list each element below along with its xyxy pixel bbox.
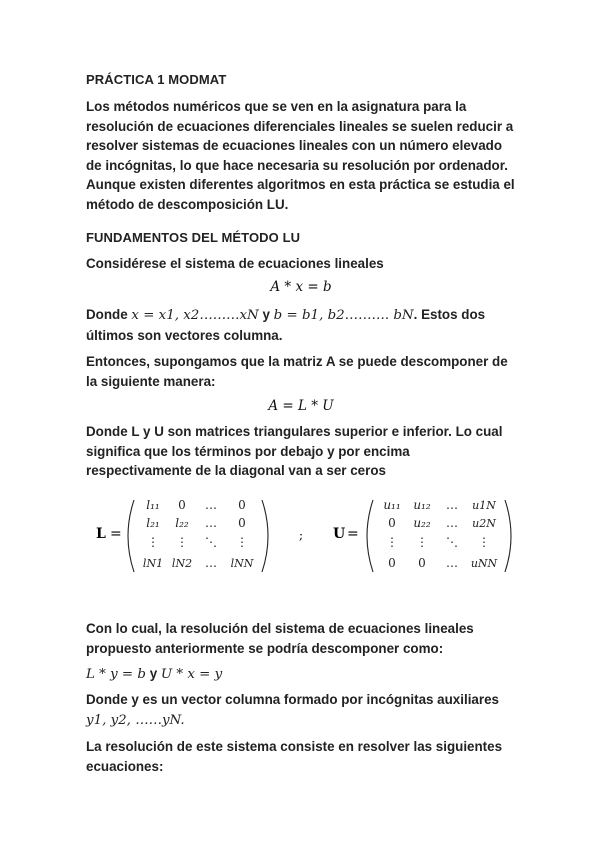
matrix-l-cell: l₁₁: [146, 498, 160, 512]
matrix-u-cell: ⋮: [386, 535, 398, 549]
matrix-u-cell: 0: [388, 516, 396, 530]
matrix-u-name: U: [333, 526, 346, 542]
matrix-u-cell: ⋮: [416, 535, 428, 549]
ly-connector: y: [145, 666, 161, 681]
matrix-l-name: L: [96, 526, 106, 542]
donde-tail: . Estos dos últimos son vectores columna.: [86, 307, 486, 343]
matrix-l-cell: lN1: [142, 557, 164, 570]
donde-y-paragraph: [86, 690, 516, 730]
matrix-l-cell: ⋮: [176, 535, 188, 549]
triangular-paragraph: Donde L y U son matrices triangulares superior e inferior. Lo cual significa que los términos por debajo y por encima respectivamente de la diagonal van a ser ceros: [86, 424, 503, 478]
matrix-l-cell: …: [205, 516, 217, 530]
matrix-u-cell: u₁₁: [383, 498, 401, 512]
matrix-u-right-paren: [505, 500, 511, 572]
system-paragraph: Considérese el sistema de ecuaciones lineales: [86, 256, 384, 271]
matrix-l-cell: lNN: [230, 557, 254, 570]
equation-lu: A = L * U: [268, 398, 334, 414]
matrix-l-cell: 0: [238, 516, 246, 530]
equation-ly-b: L * y = b: [86, 667, 146, 682]
matrix-l-cell: 0: [238, 498, 246, 512]
donde-word: Donde: [86, 307, 128, 322]
section-title: FUNDAMENTOS DEL MÉTODO LU: [86, 230, 301, 245]
entonces-paragraph: Entonces, supongamos que la matriz A se puede descomponer de la siguiente manera:: [86, 354, 508, 389]
matrix-l-cell: ⋮: [147, 535, 159, 549]
matrix-l-cell: …: [205, 556, 217, 570]
matrix-l-cell: l₂₁: [146, 516, 160, 530]
matrix-u-cell: ⋱: [446, 535, 458, 549]
page-title: PRÁCTICA 1 MODMAT: [86, 72, 227, 87]
matrix-u-cell: …: [446, 556, 458, 570]
matrix-l-right-paren: [262, 500, 268, 572]
matrix-u-cell: 0: [388, 556, 396, 570]
auxiliary-unknowns: y1, y2, ……yN.: [86, 712, 185, 728]
matrix-u-cell: u2N: [472, 517, 496, 530]
matrix-u-cell: ⋮: [478, 535, 490, 549]
matrix-l-cell: ⋱: [205, 535, 217, 549]
resolucion-paragraph: La resolución de este sistema consiste en resolver las siguientes ecuaciones:: [86, 739, 503, 774]
matrix-l-cell: ⋮: [236, 535, 248, 549]
equation-system: A * x = b: [270, 279, 332, 295]
vector-b-definition: b = b1, b2………. bN: [273, 308, 414, 323]
matrix-u-cell: 0: [418, 556, 426, 570]
matrix-l-equals: =: [110, 526, 122, 542]
matrix-u-cell: uNN: [470, 557, 498, 570]
matrix-separator: ;: [299, 528, 304, 542]
matrix-l-cell: 0: [178, 498, 186, 512]
matrix-l-cell: l₂₂: [175, 516, 189, 530]
ly-paragraph: [86, 664, 516, 685]
vector-x-definition: x = x1, x2………xN: [131, 308, 259, 323]
matrix-u-cell: u1N: [472, 499, 496, 512]
matrix-u-left-paren: [367, 500, 373, 572]
matrix-u-cell: u₁₂: [413, 498, 431, 512]
matrix-l-cell: lN2: [171, 557, 193, 570]
matrix-l-left-paren: [128, 500, 134, 572]
conlocual-paragraph: Con lo cual, la resolución del sistema de ecuaciones lineales propuesto anteriormente se podría descomponer como:: [86, 621, 474, 656]
matrix-u-cell: …: [446, 516, 458, 530]
matrix-u-cell: …: [446, 498, 458, 512]
matrix-l-cell: …: [205, 498, 217, 512]
intro-paragraph: Los métodos numéricos que se ven en la asignatura para la resolución de ecuaciones diferenciales lineales se suelen reducir a resolver sistemas de ecuaciones lineales con un número elevado de incógnitas, lo que hace necesaria su resolución por ordenador. Aunque existen diferentes algoritmos en esta práctica se estudia el método de descomposición LU.: [86, 99, 515, 212]
equation-ux-y: U * x = y: [160, 667, 223, 682]
matrix-u-cell: u₂₂: [413, 516, 431, 530]
matrix-u-equals: =: [347, 526, 359, 542]
donde-y-text: Donde y es un vector columna formado por incógnitas auxiliares: [86, 692, 499, 707]
donde-connector: y: [258, 307, 274, 322]
